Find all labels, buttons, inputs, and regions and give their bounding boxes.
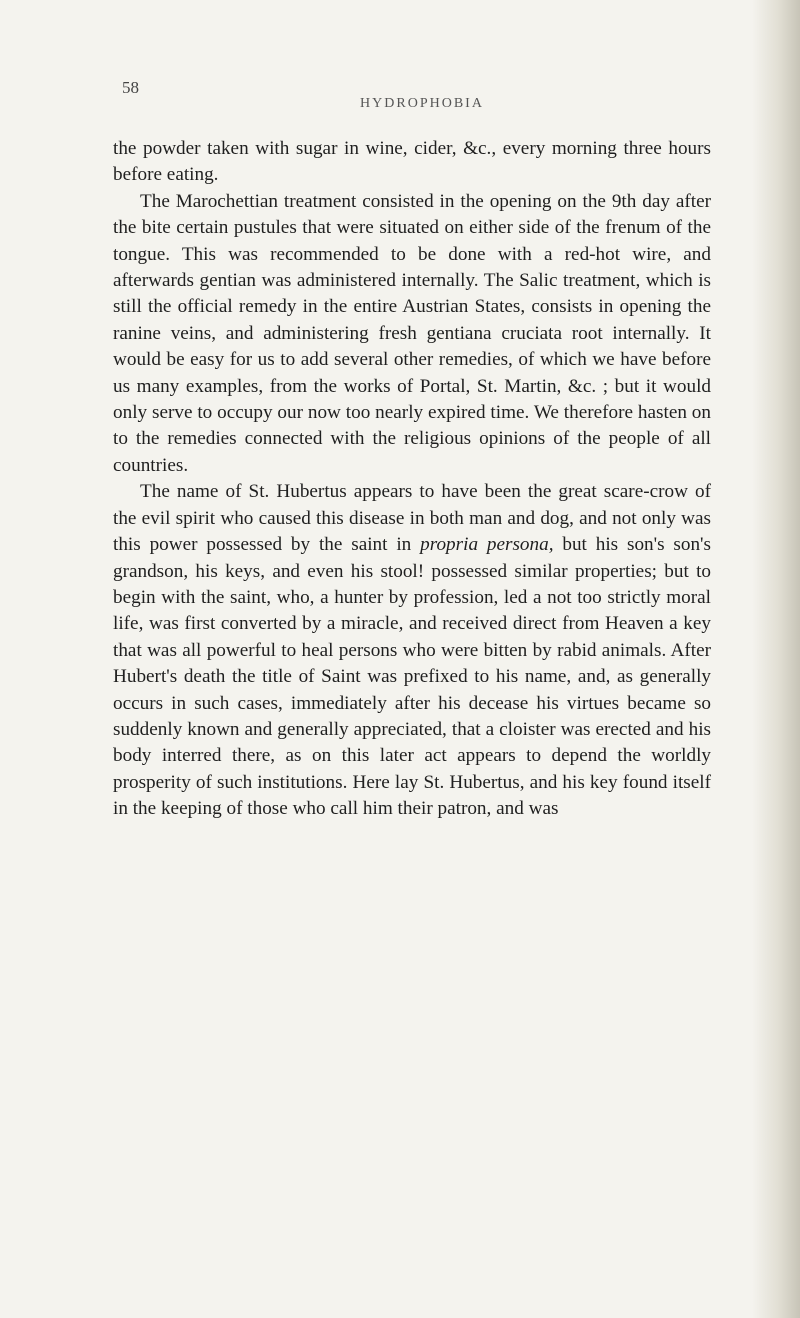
page-header	[122, 78, 722, 111]
paragraph-text-after-italic: but his son's son's grandson, his keys, and even his stool! possessed similar properties; but to begin with the saint, who, a hunter by profession, led a not too strictly moral life, was first converted by a miracle, and received direct from Heaven a key that was all powerful to heal persons who were bitten by rabid animals. After Hubert's death the title of Saint was prefixed to his name, and, as generally occurs in such cases, immediately after his decease his virtues became so suddenly known and generally appreciated, that a cloister was erected and his body interred there, as on this later act appears to depend the worldly prosperity of such institutions. Here lay St. Hubertus, and his key found itself in the keeping of those who call him their patron, and was	[113, 534, 711, 820]
paragraph-continuation: the powder taken with sugar in wine, cider, &c., every morning three hours before eating.	[113, 138, 711, 186]
page-number: 58	[122, 78, 139, 97]
paragraph-text-before-italic: The name of St. Hubertus appears to have been the great scare-crow of the evil spirit who caused this disease in both man and dog, and not only was this power possessed by the saint in	[113, 481, 711, 556]
paragraph-marochettian-treatment: The Marochettian treatment consisted in the opening on the 9th day after the bite certain pustules that were situated on either side of the frenum of the tongue. This was recommended to be done with a red-hot wire, and afterwards gentian was administered internally. The Salic treatment, which is still the official remedy in the entire Austrian States, consists in opening the ranine veins, and administering fresh gentiana cruciata root internally. It would be easy for us to add several other remedies, of which we have before us many examples, from the works of Portal, St. Martin, &c. ; but it would only serve to occupy our now too nearly expired time. We therefore hasten on to the remedies connected with the religious opinions of the people of all countries.	[113, 190, 711, 476]
italic-phrase: propria persona,	[420, 534, 554, 556]
running-head: HYDROPHOBIA	[360, 96, 484, 111]
page-edge-shadow	[752, 0, 800, 1318]
body-text	[113, 136, 711, 823]
paragraph-st-hubertus	[113, 479, 711, 822]
